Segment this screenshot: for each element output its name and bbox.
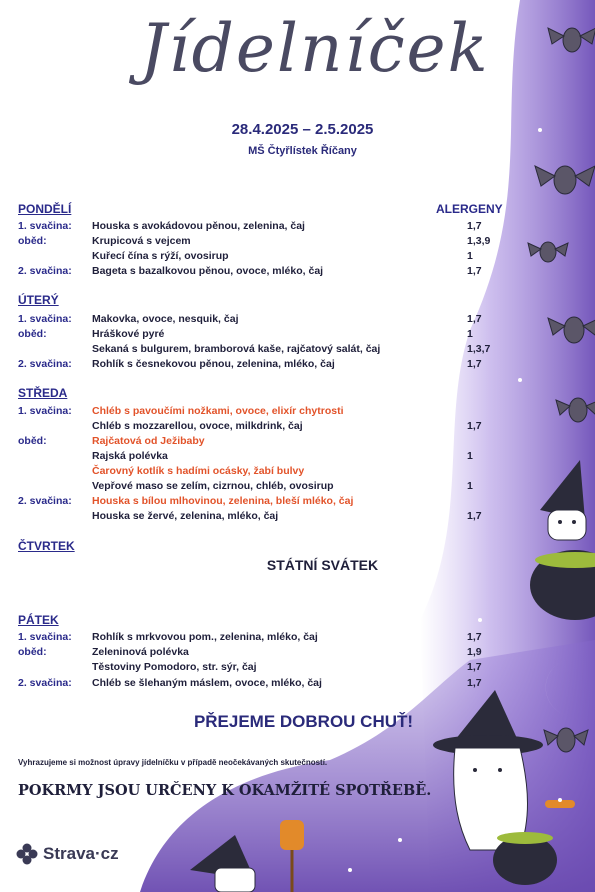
menu-row [0, 435, 595, 450]
meal-label: oběd: [18, 235, 47, 247]
meal-food: Rohlík s mrkvovou pom., zelenina, mléko, čaj [92, 631, 318, 643]
meal-food: Krupicová s vejcem [92, 235, 191, 247]
meal-allergens: 1 [467, 480, 473, 492]
meal-food: Kuřecí čína s rýží, ovosirup [92, 250, 229, 262]
meal-label: oběd: [18, 435, 47, 447]
allergens-header: ALERGENY [436, 202, 503, 216]
day-heading-friday: PÁTEK [18, 613, 59, 627]
day-heading-wednesday: STŘEDA [18, 386, 68, 400]
meal-food: Houska se žervé, zelenina, mléko, čaj [92, 510, 279, 522]
meal-food: Chléb se šlehaným máslem, ovoce, mléko, čaj [92, 677, 322, 689]
menu-row [0, 661, 595, 676]
menu-row [0, 328, 595, 343]
meal-allergens: 1,7 [467, 313, 482, 325]
school-name: MŠ Čtyřlístek Říčany [248, 145, 357, 157]
menu-row [0, 420, 595, 435]
date-range: 28.4.2025 – 2.5.2025 [231, 121, 374, 138]
meal-label: 1. svačina: [18, 631, 72, 643]
meal-allergens: 1,7 [467, 677, 482, 689]
menu-row [0, 646, 595, 661]
menu-row [0, 358, 595, 373]
meal-label: 1. svačina: [18, 313, 72, 325]
meal-allergens: 1,7 [467, 220, 482, 232]
meal-food: Houska s avokádovou pěnou, zelenina, čaj [92, 220, 305, 232]
meal-label: 2. svačina: [18, 495, 72, 507]
menu-row [0, 631, 595, 646]
meal-allergens: 1,9 [467, 646, 482, 658]
meal-allergens: 1,3,7 [467, 343, 491, 355]
meal-food-themed: Rajčatová od Ježibaby [92, 435, 205, 447]
meal-allergens: 1,7 [467, 631, 482, 643]
holiday-notice: STÁTNÍ SVÁTEK [266, 557, 379, 573]
meal-label: 2. svačina: [18, 265, 72, 277]
clover-icon [16, 843, 38, 865]
meal-allergens: 1,7 [467, 265, 482, 277]
meal-food: Zeleninová polévka [92, 646, 189, 658]
meal-allergens: 1,7 [467, 661, 482, 673]
meal-allergens: 1 [467, 250, 473, 262]
menu-row [0, 495, 595, 510]
menu-row [0, 343, 595, 358]
menu-row [0, 220, 595, 235]
meal-label: 2. svačina: [18, 677, 72, 689]
meal-label: oběd: [18, 646, 47, 658]
menu-row [0, 235, 595, 250]
meal-food-themed: Čarovný kotlík s hadími ocásky, žabí bulvy [92, 465, 305, 477]
meal-food: Bageta s bazalkovou pěnou, ovoce, mléko, čaj [92, 265, 324, 277]
menu-row [0, 250, 595, 265]
meal-food-themed: Houska s bílou mlhovinou, zelenina, bleší mléko, čaj [92, 495, 354, 507]
meal-food: Chléb s mozzarellou, ovoce, milkdrink, čaj [92, 420, 303, 432]
meal-allergens: 1,7 [467, 420, 482, 432]
page-title: Jídelníček [140, 10, 490, 87]
day-heading-monday: PONDĚLÍ [18, 202, 72, 216]
meal-food-themed: Chléb s pavoučími nožkami, ovoce, elixír chytrosti [92, 405, 344, 417]
disclaimer-note: Vyhrazujeme si možnost úpravy jídelníčku v případě neočekávaných skutečností. [18, 758, 328, 767]
meal-allergens: 1,3,9 [467, 235, 491, 247]
meal-food: Rohlík s česnekovou pěnou, zelenina, mléko, čaj [92, 358, 335, 370]
logo-text: Strava·cz [43, 844, 119, 863]
meal-food: Makovka, ovoce, nesquik, čaj [92, 313, 239, 325]
bon-appetit-message: PŘEJEME DOBROU CHUŤ! [193, 712, 414, 731]
meal-label: 1. svačina: [18, 220, 72, 232]
meal-allergens: 1 [467, 328, 473, 340]
meal-label: 1. svačina: [18, 405, 72, 417]
meal-food: Rajská polévka [92, 450, 168, 462]
meal-allergens: 1 [467, 450, 473, 462]
menu-row [0, 480, 595, 495]
menu-row [0, 677, 595, 692]
menu-row [0, 313, 595, 328]
meal-food: Těstoviny Pomodoro, str. sýr, čaj [92, 661, 257, 673]
day-heading-thursday: ČTVRTEK [18, 539, 75, 553]
meal-food: Hráškové pyré [92, 328, 165, 340]
menu-row [0, 450, 595, 465]
meal-food: Vepřové maso se zelím, cizrnou, chléb, ovosirup [92, 480, 334, 492]
menu-row [0, 265, 595, 280]
consumption-warning: POKRMY JSOU URČENY K OKAMŽITÉ SPOTŘEBĚ. [18, 782, 432, 799]
menu-row [0, 510, 595, 525]
meal-allergens: 1,7 [467, 358, 482, 370]
meal-food: Sekaná s bulgurem, bramborová kaše, rajčatový salát, čaj [92, 343, 381, 355]
meal-label: 2. svačina: [18, 358, 72, 370]
meal-allergens: 1,7 [467, 510, 482, 522]
strava-logo [16, 843, 119, 865]
day-heading-tuesday: ÚTERÝ [18, 293, 59, 307]
menu-row [0, 465, 595, 480]
menu-row [0, 405, 595, 420]
meal-label: oběd: [18, 328, 47, 340]
